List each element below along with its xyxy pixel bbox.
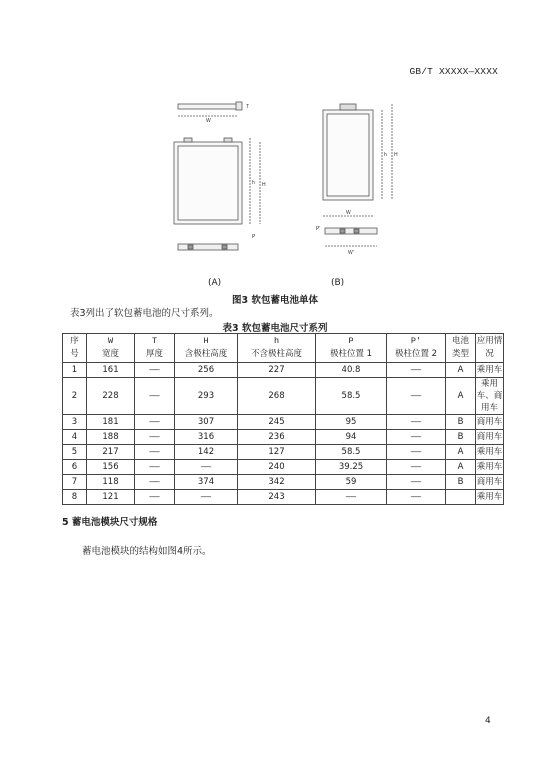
table-cell: 39.25 <box>316 460 387 475</box>
header-cell: 应用情 况 <box>476 334 504 363</box>
table-cell: 商用车 <box>476 415 504 430</box>
table-cell: 8 <box>63 490 87 505</box>
table-cell: 乘用车、商用车 <box>476 379 503 413</box>
table-header-row <box>63 334 504 363</box>
table-cell: 316 <box>175 430 238 445</box>
table-cell: 243 <box>238 490 316 505</box>
table-cell: 293 <box>175 378 238 415</box>
table-row <box>63 363 504 378</box>
table-cell: —— <box>135 460 175 475</box>
table-cell: 142 <box>175 445 238 460</box>
table-cell: 乘用车 <box>476 460 504 475</box>
table-cell: 乘用车 <box>476 363 504 378</box>
table-cell: 240 <box>238 460 316 475</box>
table-cell: 228 <box>87 378 135 415</box>
table-cell: —— <box>387 363 446 378</box>
table-row <box>63 430 504 445</box>
dim-label-w-a: W <box>206 118 211 124</box>
table-cell: —— <box>316 490 387 505</box>
table-cell: 59 <box>316 475 387 490</box>
dim-label-pprime-b: P' <box>316 226 321 232</box>
header-cell: h 不含极柱高度 <box>238 334 316 363</box>
figure-label-b: (B) <box>331 278 345 288</box>
table-cell: —— <box>175 460 238 475</box>
table-cell: 188 <box>87 430 135 445</box>
table-cell: —— <box>135 475 175 490</box>
dim-label-w-b: W <box>346 210 351 216</box>
table-row <box>63 415 504 430</box>
table-cell: 乘用车 <box>476 445 504 460</box>
table-cell: —— <box>387 445 446 460</box>
table-cell: 245 <box>238 415 316 430</box>
standard-code: GB/T XXXXX—XXXX <box>409 66 498 77</box>
cell-a-top-view <box>178 104 238 109</box>
table-cell: 58.5 <box>316 445 387 460</box>
table-cell: 342 <box>238 475 316 490</box>
table-cell: B <box>446 430 476 445</box>
table-cell: 乘用车 <box>476 490 504 505</box>
header-cell: P' 极柱位置 2 <box>387 334 446 363</box>
figure-title: 图3 软包蓄电池单体 <box>232 295 318 306</box>
table-cell: 181 <box>87 415 135 430</box>
table-cell: —— <box>387 430 446 445</box>
size-series-table <box>62 333 504 505</box>
header-cell: 序 号 <box>63 334 87 363</box>
table-row <box>63 475 504 490</box>
cell-drawing-figure <box>160 98 400 278</box>
header-cell: W 宽度 <box>87 334 135 363</box>
dim-label-p-a: P <box>252 234 256 240</box>
table-cell: —— <box>135 378 175 415</box>
table-cell: A <box>446 378 476 415</box>
table-cell: —— <box>175 490 238 505</box>
table-cell: A <box>446 445 476 460</box>
header-cell: H 含极柱高度 <box>175 334 238 363</box>
table-cell <box>446 490 476 505</box>
table-cell: 94 <box>316 430 387 445</box>
table-cell: 236 <box>238 430 316 445</box>
table-cell: —— <box>135 430 175 445</box>
table-row <box>63 378 504 415</box>
table-cell: 227 <box>238 363 316 378</box>
table-title: 表3 软包蓄电池尺寸系列 <box>222 323 328 334</box>
dim-label-h-b: H <box>394 152 398 158</box>
table-cell: —— <box>387 378 446 415</box>
table-cell: 268 <box>238 378 316 415</box>
table-cell: 4 <box>63 430 87 445</box>
cell-a-bottom-view <box>178 244 238 250</box>
table-cell: 217 <box>87 445 135 460</box>
table-cell: 2 <box>63 378 87 415</box>
table-cell: 307 <box>175 415 238 430</box>
table-cell: 3 <box>63 415 87 430</box>
table-row <box>63 445 504 460</box>
dim-label-h-a: H <box>262 182 266 188</box>
table-cell: 7 <box>63 475 87 490</box>
section-5-paragraph: 蓄电池模块的结构如图4所示。 <box>82 546 212 557</box>
table-cell: 商用车 <box>476 430 504 445</box>
dim-label-wprime-b: W' <box>348 250 354 256</box>
dim-label-h-small-a: h <box>252 180 255 186</box>
table-cell: —— <box>387 415 446 430</box>
table-cell: —— <box>387 475 446 490</box>
table-cell: 121 <box>87 490 135 505</box>
table-cell: —— <box>135 445 175 460</box>
page-number: 4 <box>485 716 491 726</box>
table-cell: A <box>446 460 476 475</box>
table-cell: 58.5 <box>316 378 387 415</box>
header-cell: T 厚度 <box>135 334 175 363</box>
table-cell: 156 <box>87 460 135 475</box>
table-cell: 161 <box>87 363 135 378</box>
table-cell: 95 <box>316 415 387 430</box>
table-cell: 商用车 <box>476 475 504 490</box>
table-cell: 40.8 <box>316 363 387 378</box>
header-cell: 电池 类型 <box>446 334 476 363</box>
intro-paragraph: 表3列出了软包蓄电池的尺寸系列。 <box>70 308 219 319</box>
table-cell: —— <box>387 460 446 475</box>
table-cell: 256 <box>175 363 238 378</box>
table-cell: —— <box>135 490 175 505</box>
table-cell: 6 <box>63 460 87 475</box>
table-cell: 5 <box>63 445 87 460</box>
table-cell: —— <box>135 363 175 378</box>
table-cell: B <box>446 415 476 430</box>
table-cell: B <box>446 475 476 490</box>
header-cell: P 极柱位置 1 <box>316 334 387 363</box>
table-cell: 1 <box>63 363 87 378</box>
table-cell: —— <box>387 490 446 505</box>
table-row <box>63 460 504 475</box>
dim-label-h-small-b: h <box>384 152 387 158</box>
table-body <box>63 363 504 505</box>
table-cell: 118 <box>87 475 135 490</box>
figure-label-a: (A) <box>208 278 222 288</box>
section-5-heading: 5 蓄电池模块尺寸规格 <box>62 517 158 528</box>
table-row <box>63 490 504 505</box>
table-cell: A <box>446 363 476 378</box>
table-cell: 374 <box>175 475 238 490</box>
table-cell: —— <box>135 415 175 430</box>
dim-label-t-a: T <box>246 104 250 110</box>
table-cell: 127 <box>238 445 316 460</box>
cell-b-bottom-view <box>325 228 377 234</box>
